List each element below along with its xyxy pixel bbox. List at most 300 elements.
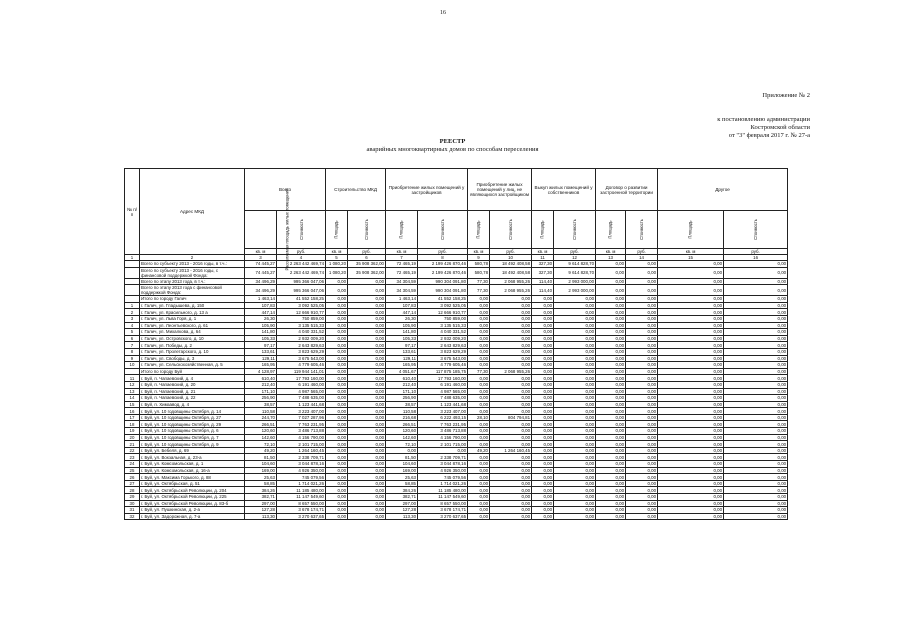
row-value: 0,00 (468, 513, 490, 520)
row-value: 0,00 (724, 428, 788, 435)
row-value: 0,00 (348, 322, 386, 329)
row-value: 0,00 (596, 408, 626, 415)
row-value: 0,00 (490, 381, 532, 388)
row-value: 327,30 (532, 267, 554, 278)
row-value: 2 068 955,26 (490, 278, 532, 285)
table-row (125, 296, 788, 303)
row-address: г. Буй, ул. Комсомольская, д. 1 (140, 461, 245, 468)
row-value: 3 270 637,65 (277, 513, 326, 520)
row-value: 4 987 565,00 (418, 388, 468, 395)
row-value: 0,00 (532, 381, 554, 388)
row-number: 8 (125, 348, 140, 355)
row-value: 610,40 (245, 375, 277, 382)
row-value: 8 657 550,00 (418, 500, 468, 507)
subheader: Стоимость (418, 211, 468, 249)
row-value: 3 486 713,88 (418, 428, 468, 435)
table-row (125, 302, 788, 309)
row-value: 0,00 (626, 285, 658, 296)
row-value: 0,00 (490, 401, 532, 408)
unit-cell: кв. м (532, 249, 554, 255)
row-value: 3 135 515,33 (418, 322, 468, 329)
row-value: 6 191 460,00 (418, 381, 468, 388)
row-value: 0,00 (490, 408, 532, 415)
appendix-line: Костромской области (750, 124, 810, 131)
row-value: 0,00 (348, 487, 386, 494)
row-value: 0,00 (724, 355, 788, 362)
row-number: 21 (125, 441, 140, 448)
row-value: 120,60 (386, 428, 418, 435)
row-value: 0,00 (348, 447, 386, 454)
row-value: 0,00 (532, 329, 554, 336)
row-value: 0,00 (724, 395, 788, 402)
row-value: 0,00 (490, 322, 532, 329)
row-value: 2 643 829,63 (277, 342, 326, 349)
row-value: 0,00 (326, 322, 348, 329)
row-value: 0,00 (596, 454, 626, 461)
title-line-1: РЕЕСТР (439, 138, 466, 145)
row-value: 0,00 (724, 507, 788, 514)
row-value: 0,00 (532, 434, 554, 441)
row-value: 107,83 (386, 302, 418, 309)
row-value: 0,00 (658, 467, 724, 474)
row-value: 0,00 (596, 421, 626, 428)
row-value: 0,00 (326, 348, 348, 355)
row-value: 141,80 (245, 329, 277, 336)
row-value: 0,00 (596, 375, 626, 382)
row-value: 0,00 (724, 513, 788, 520)
row-value: 3 678 174,71 (277, 507, 326, 514)
row-value: 0,00 (490, 467, 532, 474)
row-value: 0,00 (658, 261, 724, 268)
row-value: 0,00 (326, 467, 348, 474)
row-value: 1 123 441,68 (277, 401, 326, 408)
row-number: 15 (125, 401, 140, 408)
row-number: 13 (125, 388, 140, 395)
appendix-title: Приложение № 2 (762, 92, 810, 99)
row-value: 0,00 (596, 348, 626, 355)
row-value: 750 859,00 (418, 315, 468, 322)
row-value: 216,68 (386, 414, 418, 421)
row-value: 2 199 426 870,46 (418, 261, 468, 268)
row-number: 19 (125, 428, 140, 435)
row-value: 0,00 (626, 355, 658, 362)
row-value: 212,40 (245, 381, 277, 388)
row-value: 72,10 (245, 441, 277, 448)
table-row (125, 454, 788, 461)
row-value: 0,00 (490, 309, 532, 316)
row-value: 0,00 (490, 474, 532, 481)
registry-table (124, 168, 788, 520)
unit-cell: руб. (348, 249, 386, 255)
row-value: 0,00 (626, 261, 658, 268)
row-value: 0,00 (554, 421, 596, 428)
row-value: 0,00 (596, 335, 626, 342)
row-value: 0,00 (468, 348, 490, 355)
row-number: 26 (125, 474, 140, 481)
table-row (125, 487, 788, 494)
row-value: 0,00 (658, 474, 724, 481)
row-value: 0,00 (658, 355, 724, 362)
row-value: 0,00 (554, 315, 596, 322)
row-value: 0,00 (724, 362, 788, 369)
table-row (125, 261, 788, 268)
row-value: 3 675 543,00 (418, 355, 468, 362)
row-value: 0,00 (554, 428, 596, 435)
table-row (125, 362, 788, 369)
row-address: г. Галич, ул. Сельскохозяйственная, д. 5 (140, 362, 245, 369)
row-value: 2 101 715,00 (277, 441, 326, 448)
row-value: 0,00 (532, 375, 554, 382)
row-address: г. Буй, п. Чапаевский, д. 4 (140, 375, 245, 382)
row-value: 97,17 (386, 342, 418, 349)
row-value: 2 993 000,00 (554, 285, 596, 296)
row-value: 81,50 (245, 454, 277, 461)
row-value: 0,00 (348, 434, 386, 441)
row-address: г. Галич, ул. Гладышева, д. 150 (140, 302, 245, 309)
row-value: 0,00 (348, 388, 386, 395)
row-value: 0,00 (468, 441, 490, 448)
row-value: 0,00 (490, 434, 532, 441)
row-value: 4 128,97 (245, 368, 277, 375)
row-value: 0,00 (596, 507, 626, 514)
row-value: 0,00 (724, 401, 788, 408)
row-value: 9 614 828,70 (554, 261, 596, 268)
row-value: 0,00 (554, 513, 596, 520)
row-value: 0,00 (348, 467, 386, 474)
row-value: 0,00 (326, 395, 348, 402)
subheader: Площадь (596, 211, 626, 249)
row-value: 0,00 (468, 474, 490, 481)
row-value: 34 496,29 (245, 278, 277, 285)
row-value: 745 079,56 (277, 474, 326, 481)
header-group: Другое (658, 169, 788, 211)
row-value: 0,00 (724, 375, 788, 382)
row-value: 11 147 549,60 (418, 494, 468, 501)
column-number: 7 (386, 255, 418, 261)
row-value: 0,00 (468, 461, 490, 468)
table-row (125, 513, 788, 520)
row-value: 110,58 (245, 408, 277, 415)
header-num: № п/п (125, 169, 140, 255)
row-address: г. Буй, ул. 10 годовщины Октября, д. 6 (140, 428, 245, 435)
row-value: 0,00 (724, 487, 788, 494)
row-value: 0,00 (348, 500, 386, 507)
row-value: 74 445,27 (245, 261, 277, 268)
row-address: Всего по субъекту 2013 - 2016 годы, в т.ч.: (140, 261, 245, 268)
row-value: 0,00 (468, 309, 490, 316)
row-value: 0,00 (468, 454, 490, 461)
row-value: 2 932 009,20 (418, 335, 468, 342)
row-value: 0,00 (658, 500, 724, 507)
row-value: 0,00 (724, 414, 788, 421)
row-value: 0,00 (596, 467, 626, 474)
row-value: 804 794,81 (490, 414, 532, 421)
row-value: 1 463,14 (245, 296, 277, 303)
row-value: 447,14 (386, 309, 418, 316)
row-value: 0,00 (468, 494, 490, 501)
row-value: 0,00 (532, 421, 554, 428)
row-value: 0,00 (596, 428, 626, 435)
row-address: г. Буй, ул. Октябрьской Революции, д. 204 (140, 487, 245, 494)
row-value: 0,00 (554, 395, 596, 402)
row-value: 4 926 350,00 (418, 467, 468, 474)
row-value: 1 463,14 (386, 296, 418, 303)
row-value: 0,00 (554, 500, 596, 507)
row-value: 0,00 (626, 381, 658, 388)
row-value: 3 044 878,16 (277, 461, 326, 468)
row-number: 9 (125, 355, 140, 362)
row-value: 0,00 (658, 454, 724, 461)
row-value: 0,00 (658, 395, 724, 402)
row-value: 0,00 (596, 296, 626, 303)
row-value: 2 068 955,26 (490, 368, 532, 375)
row-value: 0,00 (326, 434, 348, 441)
row-value: 0,00 (596, 487, 626, 494)
row-address: г. Буй, ул. Комсомольская, д. 16-а (140, 467, 245, 474)
table-row (125, 335, 788, 342)
row-value: 0,00 (626, 513, 658, 520)
column-number: 13 (596, 255, 626, 261)
row-value: 0,00 (724, 480, 788, 487)
row-value: 0,00 (326, 335, 348, 342)
row-value: 297,00 (386, 500, 418, 507)
row-value: 0,00 (626, 329, 658, 336)
row-value: 0,00 (468, 335, 490, 342)
row-value: 0,00 (326, 296, 348, 303)
row-value: 0,00 (326, 388, 348, 395)
row-value: 0,00 (724, 434, 788, 441)
row-value: 0,00 (626, 428, 658, 435)
row-value: 0,00 (626, 296, 658, 303)
row-value: 0,00 (626, 454, 658, 461)
row-value: 0,00 (348, 285, 386, 296)
row-value: 0,00 (348, 474, 386, 481)
row-value: 0,00 (490, 421, 532, 428)
subheader: Стоимость (724, 211, 788, 249)
row-value: 0,00 (596, 368, 626, 375)
row-value: 35 908 362,00 (348, 267, 386, 278)
row-address: г. Буй, ул. Октябрьская, д. 51 (140, 480, 245, 487)
row-value: 0,00 (554, 375, 596, 382)
row-value: 0,00 (554, 322, 596, 329)
row-value: 4 051,67 (386, 368, 418, 375)
row-value: 384,26 (245, 487, 277, 494)
row-value: 17 793 160,00 (277, 375, 326, 382)
row-value: 0,00 (532, 487, 554, 494)
row-number: 20 (125, 434, 140, 441)
row-address: Всего по этапу 2013 года с финансовой поддержкой Фонда: (140, 285, 245, 296)
row-value: 0,00 (626, 335, 658, 342)
row-value: 0,00 (626, 315, 658, 322)
row-value: 0,00 (490, 441, 532, 448)
row-address: Всего по субъекту 2013 - 2016 годы, с финансовой поддержкой Фонда: (140, 267, 245, 278)
row-value: 0,00 (724, 329, 788, 336)
row-value: 41 552 158,25 (418, 296, 468, 303)
subheader: Стоимость (490, 211, 532, 249)
header-group: Выкуп жилых помещений у собственников (532, 169, 596, 211)
row-value: 0,00 (532, 315, 554, 322)
row-value: 0,00 (532, 494, 554, 501)
row-value: 2 338 709,71 (418, 454, 468, 461)
row-value: 3 223 407,00 (418, 408, 468, 415)
table-row (125, 480, 788, 487)
row-value: 580,78 (468, 261, 490, 268)
row-value: 0,00 (490, 362, 532, 369)
table-row (125, 278, 788, 285)
row-address: г. Буй, ул. Пушкинская, д. 2-а (140, 507, 245, 514)
row-value: 266,51 (386, 421, 418, 428)
row-value: 72 465,19 (386, 261, 418, 268)
row-value: 1 714 021,26 (277, 480, 326, 487)
row-value: 129,11 (386, 355, 418, 362)
table-row (125, 421, 788, 428)
row-value: 169,00 (245, 467, 277, 474)
row-value: 244,70 (245, 414, 277, 421)
row-value: 6 191 460,00 (277, 381, 326, 388)
row-value: 3 044 878,16 (418, 461, 468, 468)
row-value: 0,00 (626, 434, 658, 441)
column-number: 11 (532, 255, 554, 261)
header-group: Приобретение жилых помещений у застройщиков (386, 169, 468, 211)
row-value: 0,00 (532, 461, 554, 468)
unit-cell: руб. (277, 249, 326, 255)
row-value: 0,00 (490, 355, 532, 362)
row-value: 0,00 (532, 474, 554, 481)
row-value: 0,00 (532, 388, 554, 395)
row-value: 25,63 (386, 474, 418, 481)
appendix-block (717, 92, 810, 140)
row-value: 1 123 441,68 (418, 401, 468, 408)
row-number: 22 (125, 447, 140, 454)
row-address: г. Буй, ул. 10 годовщины Октября, д. 7 (140, 434, 245, 441)
row-value: 4 779 605,46 (418, 362, 468, 369)
row-value: 0,00 (658, 375, 724, 382)
row-value: 0,00 (724, 421, 788, 428)
row-value: 447,14 (245, 309, 277, 316)
row-value: 0,00 (468, 296, 490, 303)
row-value: 0,00 (468, 388, 490, 395)
row-number: 3 (125, 315, 140, 322)
row-address: г. Буй, ул. Бебеля, д. 69 (140, 447, 245, 454)
row-value: 0,00 (326, 362, 348, 369)
row-value: 0,00 (532, 355, 554, 362)
row-value: 0,00 (532, 322, 554, 329)
row-value: 0,00 (724, 278, 788, 285)
unit-cell: кв. м (326, 249, 348, 255)
row-value: 12 666 910,77 (277, 309, 326, 316)
row-value: 0,00 (554, 434, 596, 441)
row-address: Всего по этапу 2013 года, в т.ч.: (140, 278, 245, 285)
column-number: 4 (277, 255, 326, 261)
row-value: 0,00 (724, 267, 788, 278)
row-value: 0,00 (626, 368, 658, 375)
row-value: 0,00 (348, 421, 386, 428)
row-value: 0,00 (626, 401, 658, 408)
row-value: 0,00 (658, 329, 724, 336)
row-value: 4 040 331,52 (277, 329, 326, 336)
row-value: 0,00 (348, 315, 386, 322)
row-number: 28 (125, 487, 140, 494)
row-value: 34 496,29 (245, 285, 277, 296)
row-value: 0,00 (554, 408, 596, 415)
row-value: 0,00 (658, 447, 724, 454)
row-value: 0,00 (658, 408, 724, 415)
row-value: 0,00 (468, 500, 490, 507)
row-value: 0,00 (532, 309, 554, 316)
row-value: 0,00 (326, 421, 348, 428)
table-row (125, 494, 788, 501)
row-value: 127,28 (386, 507, 418, 514)
row-value: 212,40 (386, 381, 418, 388)
row-value: 990 304 091,80 (418, 278, 468, 285)
row-value: 0,00 (554, 507, 596, 514)
row-value: 0,00 (554, 480, 596, 487)
row-value: 0,00 (490, 315, 532, 322)
column-number: 15 (658, 255, 724, 261)
row-value: 133,61 (386, 348, 418, 355)
row-address: г. Галич, ул. Победы, д. 2 (140, 342, 245, 349)
row-value: 0,00 (326, 414, 348, 421)
row-value: 0,00 (724, 296, 788, 303)
row-value: 0,00 (468, 467, 490, 474)
table-row (125, 500, 788, 507)
row-value: 0,00 (626, 467, 658, 474)
row-value: 4 779 605,46 (277, 362, 326, 369)
row-value: 0,00 (468, 381, 490, 388)
row-address: г. Буй, ул. Вокзальная, д. 23-а (140, 454, 245, 461)
row-value: 0,00 (596, 285, 626, 296)
row-value: 3 823 629,29 (418, 348, 468, 355)
row-value: 142,60 (386, 434, 418, 441)
row-value: 0,00 (490, 507, 532, 514)
subheader: Стоимость (348, 211, 386, 249)
row-value: 0,00 (658, 494, 724, 501)
row-value: 0,00 (532, 368, 554, 375)
row-value: 72,10 (386, 441, 418, 448)
row-value: 0,00 (596, 261, 626, 268)
row-value: 0,00 (490, 487, 532, 494)
row-number (125, 368, 140, 375)
row-value: 3 675 543,00 (277, 355, 326, 362)
row-address: г. Буй, п. Чапаевский, д. 22 (140, 395, 245, 402)
row-value: 0,00 (326, 500, 348, 507)
row-value: 0,00 (626, 302, 658, 309)
row-value: 17 793 160,00 (418, 375, 468, 382)
row-value: 0,00 (724, 309, 788, 316)
row-value: 0,00 (326, 461, 348, 468)
row-address: г. Галич, ул. Льва Горя, д. 1 (140, 315, 245, 322)
row-value: 0,00 (348, 335, 386, 342)
row-number: 25 (125, 467, 140, 474)
row-value: 610,40 (386, 375, 418, 382)
row-number: 31 (125, 507, 140, 514)
row-value: 0,00 (490, 375, 532, 382)
row-value: 25,63 (245, 474, 277, 481)
row-value: 0,00 (468, 362, 490, 369)
row-value: 0,00 (532, 408, 554, 415)
row-value: 0,00 (326, 285, 348, 296)
row-number (125, 267, 140, 278)
row-value: 0,00 (326, 454, 348, 461)
row-value: 129,11 (245, 355, 277, 362)
row-value: 0,00 (554, 447, 596, 454)
row-address: г. Буй, п. Химзавод, д. 4 (140, 401, 245, 408)
row-value: 0,00 (658, 368, 724, 375)
row-value: 0,00 (554, 348, 596, 355)
row-value: 0,00 (554, 329, 596, 336)
row-value: 0,00 (658, 421, 724, 428)
row-value: 0,00 (326, 342, 348, 349)
